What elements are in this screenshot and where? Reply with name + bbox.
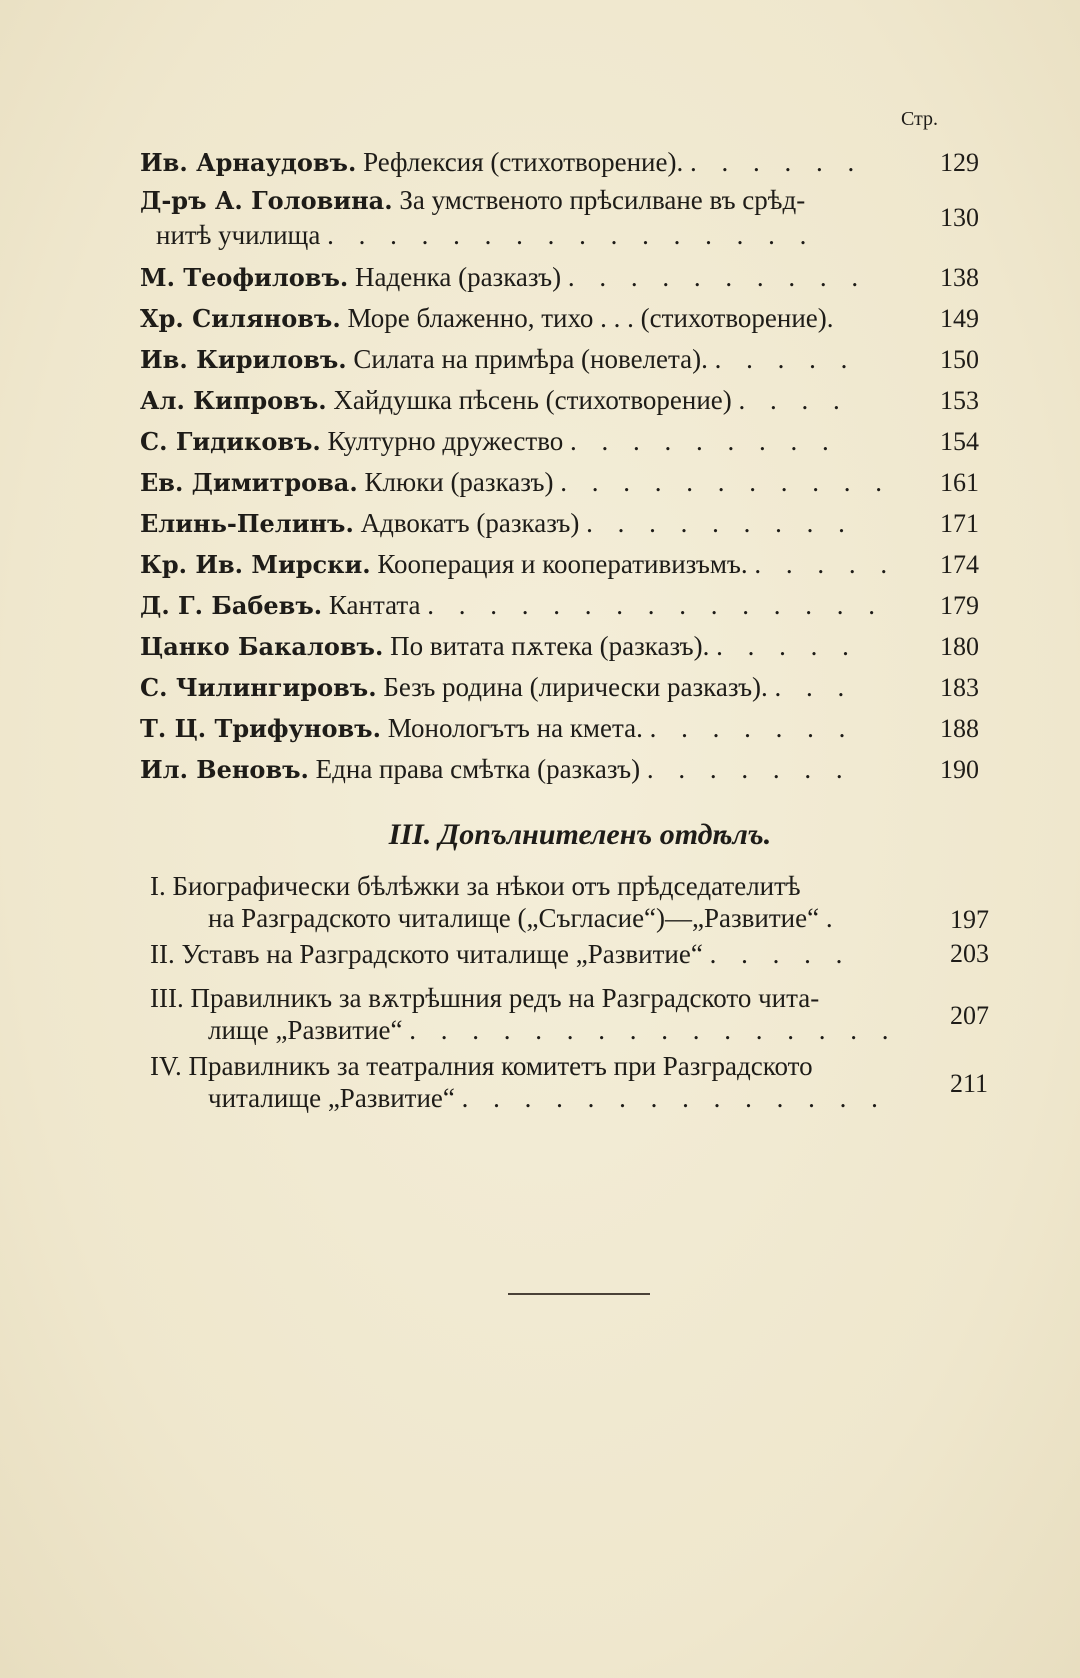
- entry-title: Клюки (разказъ): [364, 467, 554, 497]
- entry-page-number: 130: [940, 203, 979, 232]
- entry-title: За умственото прѣсилване въ срѣд-: [399, 185, 806, 215]
- end-divider: [508, 1293, 650, 1295]
- entry-page-number: 149: [940, 304, 979, 333]
- entry-title: Море блаженно, тихо . . . (стихотворение).: [347, 303, 834, 333]
- entry-title: Рефлексия (стихотворение).: [363, 147, 684, 177]
- entry-leader-dots: . . . . . . . . .: [586, 508, 854, 538]
- entry-author: Елинь-Пелинъ.: [140, 509, 354, 538]
- appendix-page-number: 207: [950, 1001, 989, 1030]
- appendix-leader-dots: . . . . . . . . . . . . . .: [461, 1083, 887, 1113]
- entry-title: Хайдушка пѣсень (стихотворение): [333, 385, 732, 415]
- toc-entry: [140, 421, 1020, 462]
- entry-author: Д-ръ А. Головина.: [140, 186, 393, 215]
- appendix-page-number: 211: [950, 1069, 989, 1098]
- entry-leader-dots: . . . .: [738, 385, 849, 415]
- entry-author: Т. Ц. Трифуновъ.: [140, 714, 381, 743]
- appendix-item: [150, 1050, 1020, 1118]
- page-column-label: Стр.: [900, 108, 938, 130]
- toc-entry: [140, 380, 1020, 421]
- entry-title: Монологътъ на кмета.: [387, 713, 643, 743]
- entry-page-number: 153: [940, 386, 979, 415]
- entry-title: По витата пѫтека (разказъ).: [390, 631, 710, 661]
- appendix-leader-dots: . . . . .: [709, 939, 852, 969]
- entry-leader-dots: . . .: [774, 672, 854, 702]
- entry-title: Една права смѣтка (разказъ): [315, 754, 641, 784]
- entry-author: Д. Г. Бабевъ.: [140, 591, 323, 620]
- appendix-item: [150, 938, 1020, 982]
- entry-author: Ев. Димитрова.: [140, 468, 358, 497]
- entry-leader-dots: . . . . . . . . . . . . . . . .: [327, 220, 816, 250]
- appendix-item: [150, 982, 1020, 1050]
- entry-author: С. Чилингировъ.: [140, 673, 377, 702]
- entry-page-number: 180: [940, 632, 979, 661]
- appendix-item: [150, 870, 1020, 938]
- entry-author: М. Теофиловъ.: [140, 263, 349, 292]
- entry-page-number: 190: [940, 755, 979, 784]
- entry-author: Ал. Кипровъ.: [140, 386, 327, 415]
- entry-page-number: 188: [940, 714, 979, 743]
- appendix-leader-dots: . . . . . . . . . . . . . . . .: [409, 1015, 898, 1045]
- entry-title: Адвокатъ (разказъ): [360, 508, 580, 538]
- appendix-title: Уставъ на Разградското читалище „Развитие“: [181, 939, 703, 969]
- entry-author: Цанко Бакаловъ.: [140, 632, 384, 661]
- appendix-title: Правилникъ за театралния комитетъ при Разградското: [188, 1051, 813, 1081]
- entry-leader-dots: . . . . .: [754, 549, 897, 579]
- appendix-number: IV.: [150, 1051, 182, 1081]
- toc-entry: [140, 462, 1020, 503]
- entry-page-number: 161: [940, 468, 979, 497]
- appendix-title-continuation: лище „Развитие“: [208, 1015, 403, 1045]
- entry-page-number: 150: [940, 345, 979, 374]
- appendix-title: Правилникъ за вѫтрѣшния редъ на Разградското чита-: [190, 983, 820, 1013]
- appendix-list: [150, 870, 1020, 1118]
- entry-author: С. Гидиковъ.: [140, 427, 321, 456]
- entry-leader-dots: . . . . .: [714, 344, 857, 374]
- toc-entries: [140, 142, 1020, 790]
- toc-entry: [140, 585, 1020, 626]
- appendix-page-number: 203: [950, 939, 989, 968]
- entry-author: Хр. Силяновъ.: [140, 304, 341, 333]
- toc-entry: [140, 142, 1020, 183]
- entry-title: Наденка (разказъ): [354, 262, 562, 292]
- entry-page-number: 183: [940, 673, 979, 702]
- entry-page-number: 129: [940, 148, 979, 177]
- appendix-page-number: 197: [950, 905, 989, 934]
- entry-page-number: 171: [940, 509, 979, 538]
- entry-page-number: 174: [940, 550, 979, 579]
- entry-author: Кр. Ив. Мирски.: [140, 550, 371, 579]
- entry-leader-dots: . . . . . . .: [646, 754, 852, 784]
- entry-title-continuation: нитѣ училища: [156, 220, 321, 250]
- entry-title: Безъ родина (лирически разказъ).: [383, 672, 768, 702]
- appendix-title-continuation: читалище „Развитие“: [208, 1083, 455, 1113]
- entry-leader-dots: . . . . . . . . . . . . . . .: [427, 590, 884, 620]
- toc-entry: [140, 544, 1020, 585]
- entry-leader-dots: . . . . . . . . . .: [567, 262, 868, 292]
- appendix-number: II.: [150, 939, 175, 969]
- entry-leader-dots: . . . . . . . . .: [570, 426, 838, 456]
- entry-leader-dots: . . . . . . .: [649, 713, 855, 743]
- toc-entry: [140, 749, 1020, 790]
- toc-entry: [140, 708, 1020, 749]
- appendix-number: I.: [150, 871, 166, 901]
- toc-entry: [140, 503, 1020, 544]
- entry-leader-dots: . . . . . .: [689, 147, 864, 177]
- entry-page-number: 154: [940, 427, 979, 456]
- toc-entry: [140, 339, 1020, 380]
- appendix-title: Биографически бѣлѣжки за нѣкои отъ прѣдседателитѣ: [172, 871, 801, 901]
- toc-entry: [140, 667, 1020, 708]
- toc-entry: [140, 183, 1020, 257]
- appendix-number: III.: [150, 983, 184, 1013]
- entry-title: Културно дружество: [327, 426, 564, 456]
- entry-leader-dots: . . . . . . . . . . .: [560, 467, 891, 497]
- toc-entry: [140, 298, 1020, 339]
- entry-author: Ил. Веновъ.: [140, 755, 309, 784]
- entry-page-number: 179: [940, 591, 979, 620]
- entry-title: Кантата: [328, 590, 421, 620]
- toc-entry: [140, 257, 1020, 298]
- entry-author: Ив. Арнаудовъ.: [140, 148, 357, 177]
- entry-author: Ив. Кириловъ.: [140, 345, 347, 374]
- entry-title: Кооперация и кооперативизъмъ.: [377, 549, 748, 579]
- entry-page-number: 138: [940, 263, 979, 292]
- appendix-title-continuation: на Разградското читалище („Съгласие“)—„Развитие“ .: [208, 903, 833, 933]
- toc-entry: [140, 626, 1020, 667]
- entry-title: Силата на примѣра (новелета).: [353, 344, 708, 374]
- entry-leader-dots: . . . . .: [716, 631, 858, 661]
- section-heading: III. Допълнителенъ отдѣлъ.: [388, 818, 772, 851]
